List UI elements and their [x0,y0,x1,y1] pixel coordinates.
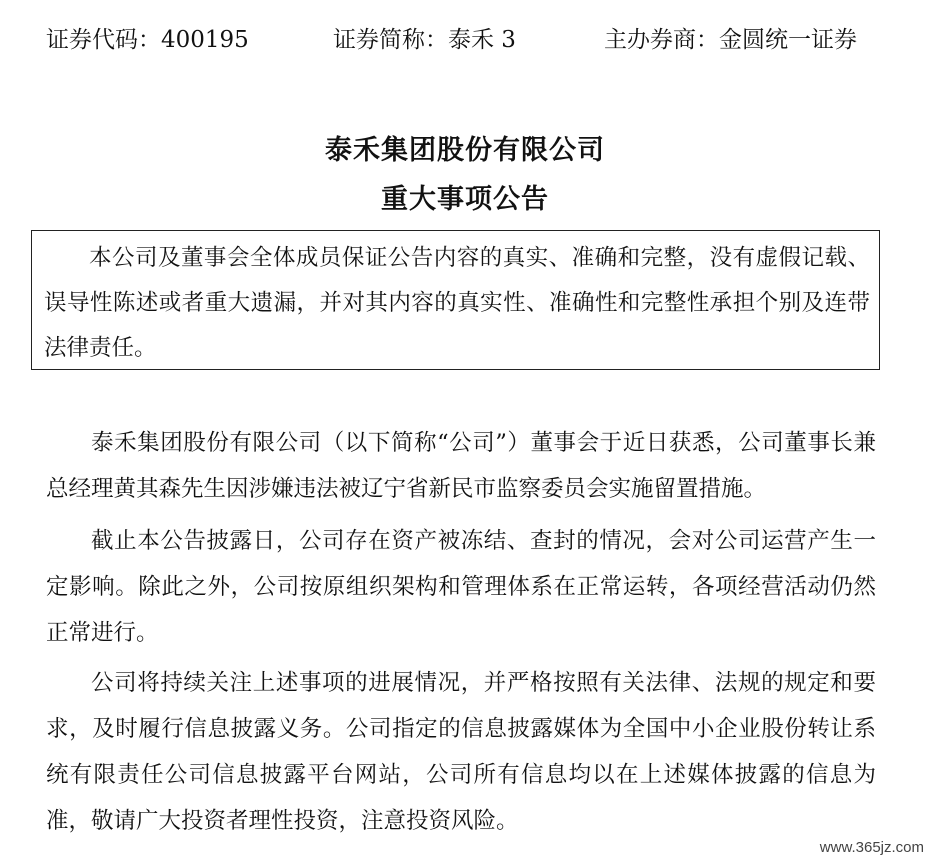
security-code: 证券代码：400195 [46,27,249,53]
body-paragraph: 泰禾集团股份有限公司（以下简称“公司”）董事会于近日获悉，公司董事长兼总经理黄其森先生因涉嫌违法被辽宁省新民市监察委员会实施留置措施。 [46,430,876,502]
notice-title: 重大事项公告 [381,184,549,215]
security-abbreviation: 证券简称：泰禾 3 [333,27,516,53]
security-info-header [0,20,930,60]
disclaimer-box [31,230,880,370]
body-paragraph: 截止本公告披露日，公司存在资产被冻结、查封的情况，会对公司运营产生一定影响。除此之外，公司按原组织架构和管理体系在正常运转，各项经营活动仍然正常进行。 [46,528,876,646]
company-title: 泰禾集团股份有限公司 [325,135,605,166]
body-paragraph: 公司将持续关注上述事项的进展情况，并严格按照有关法律、法规的规定和要求，及时履行信息披露义务。公司指定的信息披露媒体为全国中小企业股份转让系统有限责任公司信息披露平台网站，公司所有信息均以在上述媒体披露的信息为准，敬请广大投资者理性投资，注意投资风险。 [46,670,876,834]
site-watermark: www.365jz.com [819,839,924,856]
sponsoring-broker: 主办券商：金圆统一证券 [604,27,857,53]
disclaimer-text: 本公司及董事会全体成员保证公告内容的真实、准确和完整，没有虚假记载、误导性陈述或者重大遗漏，并对其内容的真实性、准确性和完整性承担个别及连带法律责任。 [44,245,870,361]
